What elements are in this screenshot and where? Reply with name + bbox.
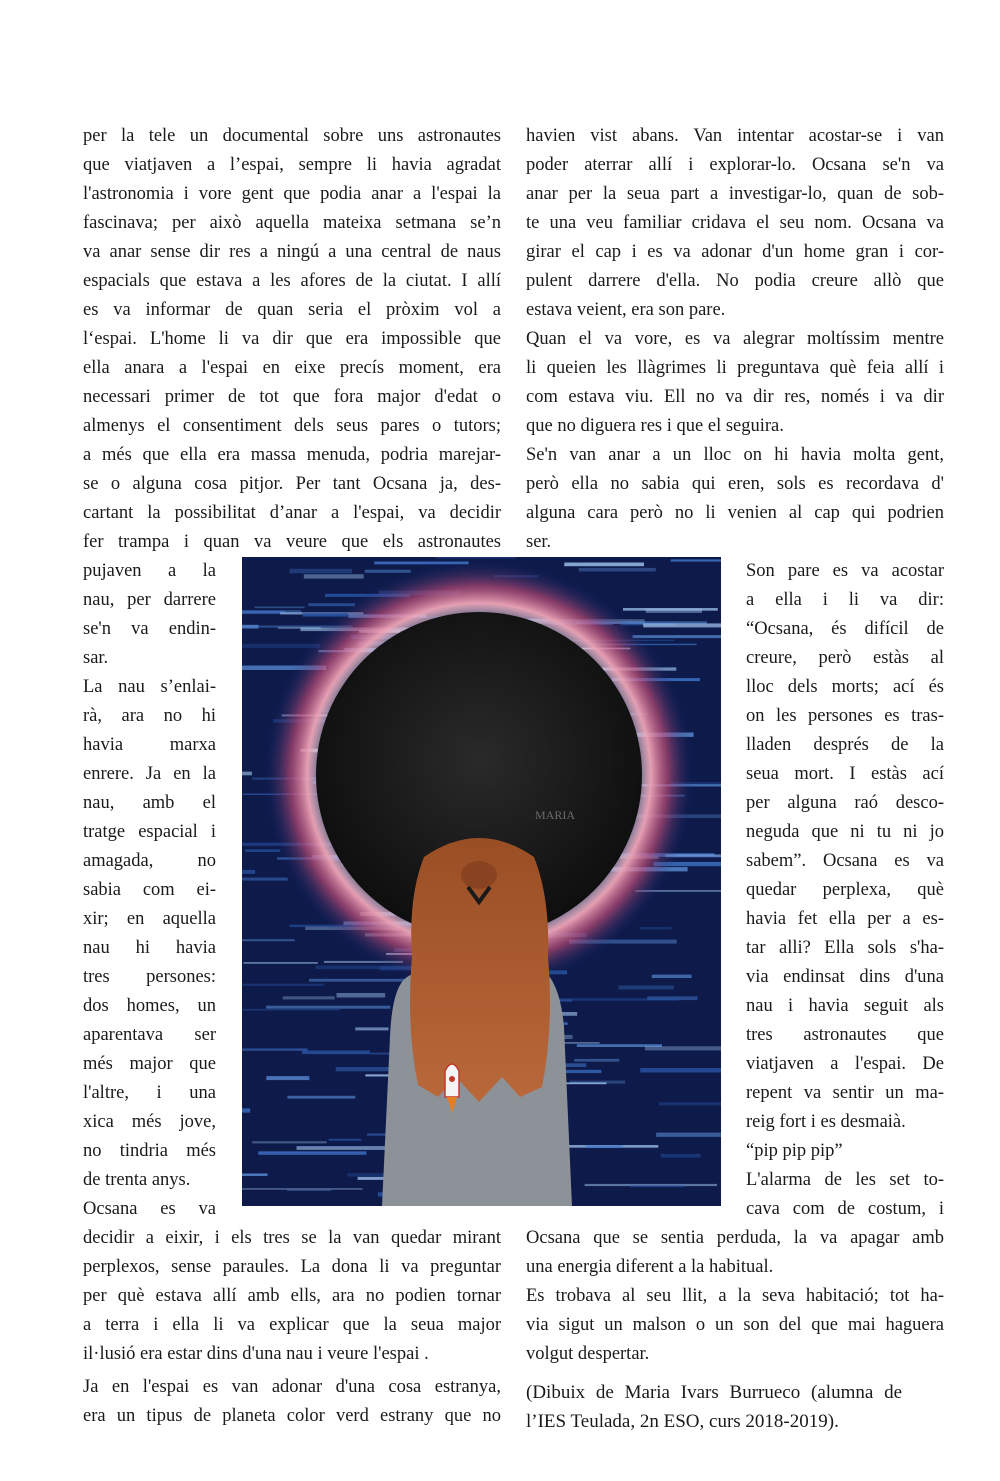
text-line: Ocsana que se sentia perduda, la va apagar amb [526, 1228, 944, 1248]
text-line: Son pare es va acostar [746, 561, 944, 581]
text-line: sabia com ei- [83, 880, 216, 900]
text-line: sar. [83, 648, 109, 668]
brush-streak [242, 611, 285, 613]
text-line: on les persones es tras- [746, 706, 944, 726]
text-line: tres astronautes que [746, 1025, 944, 1045]
brush-streak [640, 1068, 721, 1073]
text-line: cava com de costum, i [746, 1199, 944, 1219]
text-line: per alguna raó desco- [746, 793, 944, 813]
text-line: no tindria més [83, 1141, 216, 1161]
text-line: ella anara a l'espai en eixe precís moment, era [83, 358, 501, 378]
text-line: anar per la seua part a investigar-lo, quan de sob- [526, 184, 944, 204]
text-line: nau, amb el [83, 793, 216, 813]
text-line: nau, per darrere [83, 590, 216, 610]
caption-line: (Dibuix de Maria Ivars Burrueco (alumna de [526, 1382, 902, 1403]
brush-streak [242, 1048, 308, 1050]
text-line: lladen després de la [746, 735, 944, 755]
brush-streak [242, 878, 288, 881]
text-line: havia marxa [83, 735, 216, 755]
text-line: perplexos, sense paraules. La dona li va preguntar [83, 1257, 501, 1277]
text-line: ser. [526, 532, 552, 552]
text-line: li queien les llàgrimes li preguntava què feia allí i [526, 358, 944, 378]
text-line: fascinava; per això aquella mateixa setmana se’n [83, 213, 501, 233]
brush-streak [242, 939, 295, 941]
text-line: enrere. Ja en la [83, 764, 216, 784]
text-line: l'altre, i una [83, 1083, 216, 1103]
text-line: repent va sentir un ma- [746, 1083, 944, 1103]
brush-streak [548, 998, 679, 1001]
brush-streak [586, 1145, 624, 1148]
brush-streak [365, 570, 411, 573]
brush-streak [435, 557, 515, 559]
text-line: nau hi havia [83, 938, 216, 958]
text-line: havien vist abans. Van intentar acostar-se i van [526, 126, 944, 146]
text-line: via sigut un malson o un son del que mai haguera [526, 1315, 944, 1335]
text-line: per què estava allí amb ells, ara no podien tornar [83, 1286, 501, 1306]
brush-streak [661, 1154, 701, 1158]
brush-streak [245, 849, 280, 852]
text-line: se'n va endin- [83, 619, 216, 639]
text-line: L'alarma de les set to- [746, 1170, 944, 1190]
text-line: creure, però estàs al [746, 648, 944, 668]
brush-streak [266, 1076, 309, 1080]
brush-streak [287, 1190, 331, 1192]
text-line: pujaven a la [83, 561, 216, 581]
brush-streak [242, 1009, 340, 1011]
brush-streak [630, 1185, 685, 1187]
text-line: seua mort. I estàs ací [746, 764, 944, 784]
text-line: per la tele un documental sobre uns astronautes [83, 126, 501, 146]
text-line: sabem”. Ocsana es va [746, 851, 944, 871]
text-line: Ocsana es va [83, 1199, 216, 1219]
text-line: rà, ara no hi [83, 706, 216, 726]
text-line: viatjaven a l'espai. De [746, 1054, 944, 1074]
brush-streak [337, 993, 386, 998]
text-line: que no diguera res i que el seguira. [526, 416, 784, 436]
text-line: aparentava ser [83, 1025, 216, 1045]
text-line: estava veient, era son pare. [526, 300, 726, 320]
text-line: dos homes, un [83, 996, 216, 1016]
text-line: va anar sense dir res a ningú a una central de naus [83, 242, 501, 262]
text-line: cartant la possibilitat d’anar a l'espai, va decidir [83, 503, 501, 523]
text-line: quedar perplexa, què [746, 880, 944, 900]
text-line: xica més jove, [83, 1112, 216, 1132]
brush-streak [652, 975, 692, 978]
text-line: “pip pip pip” [746, 1141, 843, 1161]
text-line: almenys el consentiment dels seus pares o tutors; [83, 416, 501, 436]
illustration-svg [242, 557, 721, 1206]
brush-streak [656, 1133, 721, 1137]
text-line: “Ocsana, és difícil de [746, 619, 944, 639]
text-line: alguna cara però no li venien al cap qui podrien [526, 503, 944, 523]
text-line: més major que [83, 1054, 216, 1074]
text-line: Quan el va vore, es va alegrar moltíssim mentre [526, 329, 944, 349]
illustration-girl-facing-black-planet [242, 557, 721, 1206]
text-line: havia fet ella per a es- [746, 909, 944, 929]
text-line: poder aterrar allí i explorar-lo. Ocsana se'n va [526, 155, 944, 175]
text-line: decidir a eixir, i els tres se la van quedar mirant [83, 1228, 501, 1248]
brush-streak [671, 559, 721, 561]
text-line: l‘espai. L'home li va dir que era impossible que [83, 329, 501, 349]
brush-streak [579, 568, 656, 572]
brush-streak [355, 1027, 388, 1030]
brush-streak [252, 1141, 327, 1143]
brush-streak [242, 1174, 268, 1176]
text-line: Ja en l'espai es van adonar d'una cosa estranya, [83, 1377, 501, 1397]
brush-streak [633, 635, 721, 638]
text-line: l'astronomia i vore gent que podia anar a l'espai la [83, 184, 501, 204]
text-line: tar alli? Ella sols s'ha- [746, 938, 944, 958]
text-line: neguda que ni tu ni jo [746, 822, 944, 842]
text-line: il·lusió era estar dins d'una nau i veure l'espai . [83, 1344, 429, 1364]
brush-streak [266, 1006, 390, 1009]
brush-streak [643, 623, 721, 627]
text-line: reig fort i es desmaià. [746, 1112, 906, 1132]
text-line: a terra i ella li va explicar que la seua major [83, 1315, 501, 1335]
brush-streak [242, 870, 255, 874]
text-line: que viatjaven a l’espai, sempre li havia agradat [83, 155, 501, 175]
text-line: te una veu familiar cridava el seu nom. Ocsana va [526, 213, 944, 233]
brush-streak [302, 1051, 370, 1055]
brush-streak [659, 1102, 721, 1105]
brush-streak [258, 1151, 366, 1155]
text-line: tratge espacial i [83, 822, 216, 842]
text-line: nau i havia seguit als [746, 996, 944, 1016]
brush-streak [242, 772, 252, 776]
brush-streak [640, 927, 672, 929]
text-line: amagada, no [83, 851, 216, 871]
text-line: se o alguna cosa pitjor. Per tant Ocsana ja, des- [83, 474, 501, 494]
text-line: La nau s’enlai- [83, 677, 216, 697]
brush-streak [243, 962, 317, 964]
text-line: via endinsat dins d'una [746, 967, 944, 987]
brush-streak [304, 574, 364, 578]
artist-signature: MARIA [535, 808, 576, 822]
brush-streak [574, 1059, 619, 1062]
brush-streak [619, 986, 674, 990]
brush-streak [287, 1096, 355, 1099]
brush-streak [329, 1139, 362, 1141]
brush-streak [255, 607, 305, 609]
text-line: girar el cap i es va adonar d'un home gran i cor- [526, 242, 944, 262]
text-line: de trenta anys. [83, 1170, 191, 1190]
text-line: necessari primer de tot que fora major d'edat o [83, 387, 501, 407]
brush-streak [646, 609, 702, 613]
text-line: lloc dels morts; ací és [746, 677, 944, 697]
text-line: Es trobava al seu llit, a la seva habitació; tot ha- [526, 1286, 944, 1306]
text-line: espacials que estava a les afores de la ciutat. I allí [83, 271, 501, 291]
brush-streak [290, 569, 352, 574]
caption-line: l’IES Teulada, 2n ESO, curs 2018-2019). [526, 1411, 839, 1432]
text-line: tres persones: [83, 967, 216, 987]
text-line: es va informar de quan seria el pròxim vol a [83, 300, 501, 320]
brush-streak [645, 1046, 721, 1050]
text-line: era un tipus de planeta color verd estrany que no [83, 1406, 501, 1426]
brush-streak [564, 563, 644, 567]
text-line: una energia diferent a la habitual. [526, 1257, 774, 1277]
text-line: a ella i li va dir: [746, 590, 944, 610]
text-line: com estava viu. Ell no va dir res, només i va dir [526, 387, 944, 407]
text-line: però ella no sabia qui eren, sols es recordava d' [526, 474, 944, 494]
brush-streak [242, 984, 324, 986]
text-line: Se'n van anar a un lloc on hi havia molta gent, [526, 445, 944, 465]
text-line: volgut despertar. [526, 1344, 650, 1364]
text-line: a més que ella era massa menuda, podria marejar- [83, 445, 501, 465]
brush-streak [283, 996, 335, 999]
text-line: xir; en aquella [83, 909, 216, 929]
brush-streak [242, 1108, 250, 1112]
hair-bun [461, 861, 497, 889]
text-line: fer trampa i quan va veure que els astronautes [83, 532, 501, 552]
text-line: pulent darrere d'ella. No podia creure allò que [526, 271, 944, 291]
